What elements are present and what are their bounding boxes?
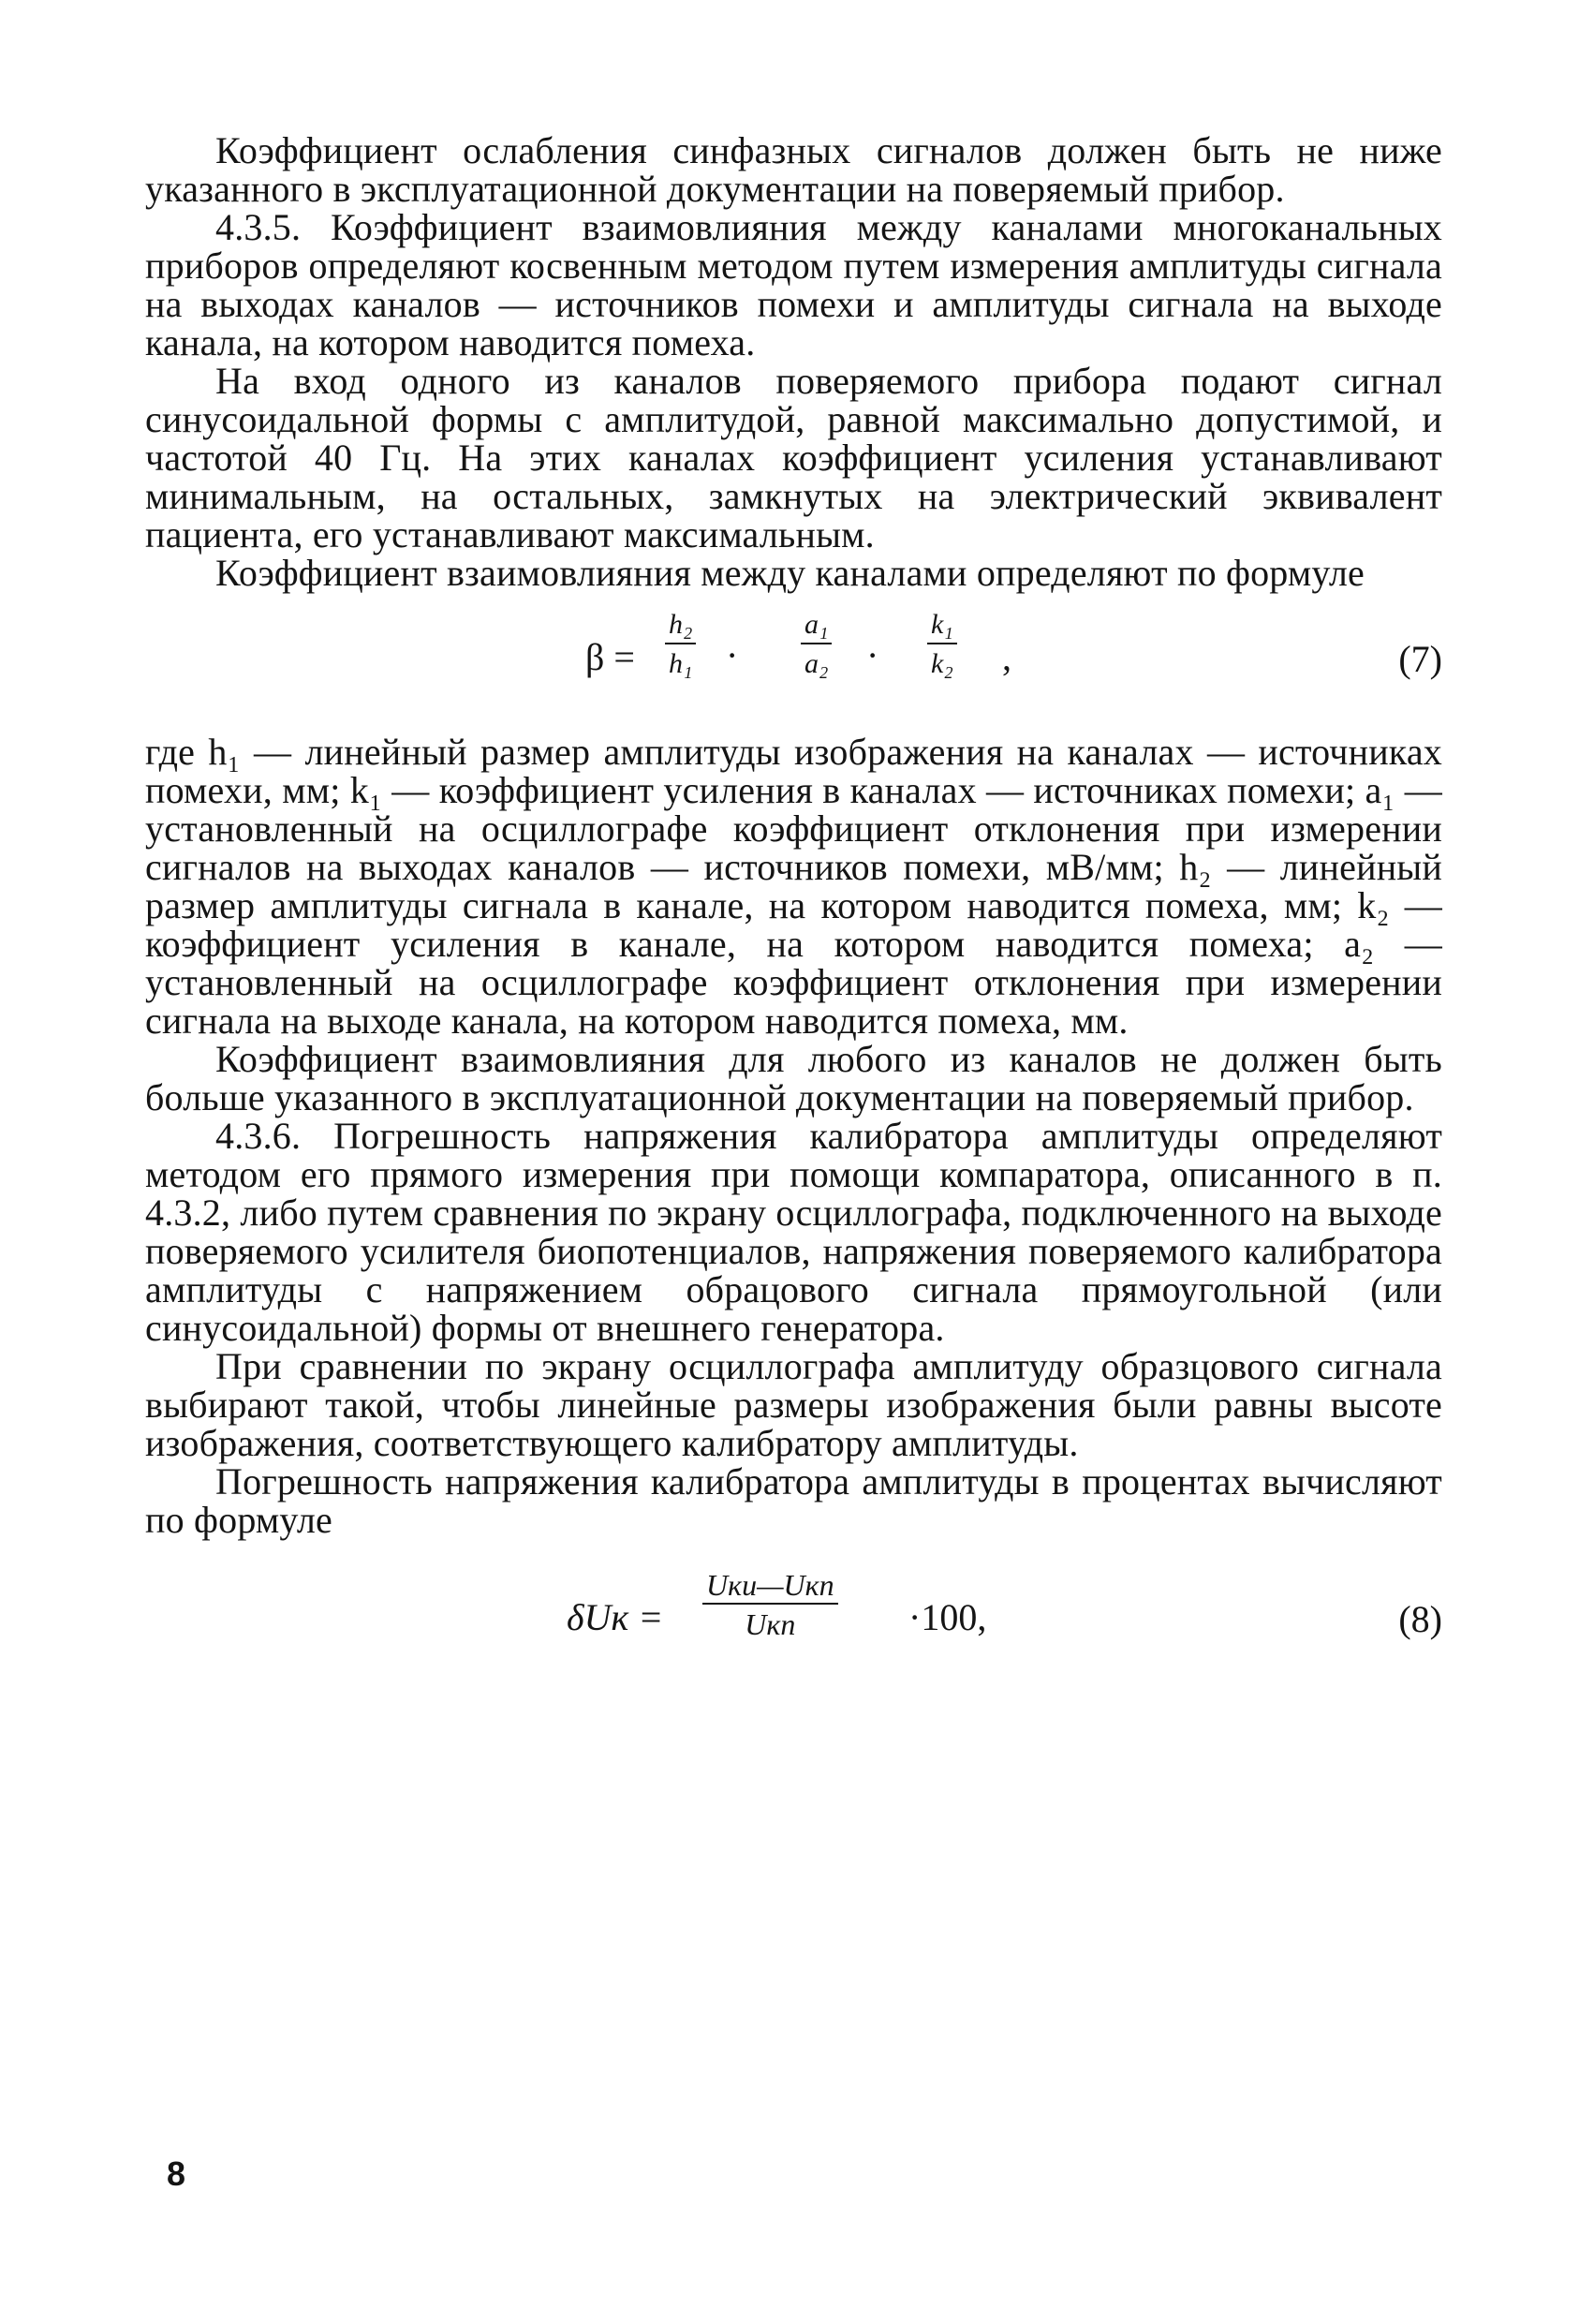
- formula7-k1: k₁: [931, 609, 953, 640]
- formula7-fraction-k: [927, 611, 957, 678]
- formula8-tail: ·100,: [908, 1596, 987, 1638]
- formula7-number: (7): [1398, 638, 1442, 680]
- formula-7: [145, 592, 1442, 733]
- formula7-dot-2: ·: [866, 634, 879, 676]
- formula7-h2: h₂: [669, 609, 693, 640]
- paragraph-4-3-6: 4.3.6. Погрешность напряжения калибратора амплитуды определяют методом его прямого измерения при помощи компаратора, описанного в п. 4.3.2, либо путем сравнения по экрану осциллографа, подключенного на выходе поверяемого усилителя биопотенциалов, напряжения поверяемого калибратора амплитуды с напряжением обрацового сигнала прямоугольной (или синусоидальной) формы от внешнего генератора.: [145, 1115, 1442, 1349]
- formula8-denominator: Uкп: [702, 1603, 838, 1638]
- paragraph-crosstalk-requirement: Коэффициент взаимовлияния для любого из каналов не должен быть больше указанного в эксплуатационной документации на поверяемый прибор.: [145, 1038, 1442, 1118]
- paragraph-4-3-5: 4.3.5. Коэффициент взаимовлияния между каналами многоканальных приборов определяют косвенным методом путем измерения амплитуды сигнала на выходах каналов — источников помехи и амплитуды сигнала на выходе канала, на котором наводится помеха.: [145, 206, 1442, 363]
- paragraph-comparison-method: При сравнении по экрану осциллографа амплитуду образцового сигнала выбирают такой, чтобы линейные размеры изображения были равны высоте изображения, соответствующего калибратору амплитуды.: [145, 1345, 1442, 1464]
- formula7-lhs: β =: [585, 636, 635, 678]
- formula7-k2: k₂: [927, 643, 957, 678]
- formula7-a2: a₂: [801, 643, 832, 678]
- paragraph-formula8-intro: Погрешность напряжения калибратора амплитуды в процентах вычисляют по формуле: [145, 1460, 1442, 1541]
- formula-8: [145, 1545, 1442, 1685]
- formula7-fraction-h: [665, 611, 696, 678]
- formula8-fraction: [702, 1568, 838, 1641]
- paragraph-signal-input: На вход одного из каналов поверяемого прибора подают сигнал синусоидальной формы с амплитудой, равной максимально допустимой, и частотой 40 Гц. На этих каналах коэффициент усиления устанавливают минимальным, на остальных, замкнутых на электрический эквивалент пациента, его устанавливают максимальным.: [145, 360, 1442, 555]
- formula7-a1: a₁: [804, 609, 829, 640]
- paragraph-variables-legend: где h₁ — линейный размер амплитуды изображения на каналах — источниках помехи, мм; k₁ — коэффициент усиления в каналах — источниках помехи; a₁ — установленный на осциллографе коэффициент отклонения при измерении сигналов на выходах каналов — источников помехи, мВ/мм; h₂ — линейный размер амплитуды сигнала в канале, на котором наводится помеха, мм; k₂ — коэффициент усиления в канале, на котором наводится помеха; a₂ — установленный на осциллографе коэффициент отклонения при измерении сигнала на выходе канала, на котором наводится помеха, мм.: [145, 731, 1442, 1042]
- formula8-number: (8): [1398, 1598, 1442, 1640]
- formula7-comma: ,: [1002, 636, 1011, 678]
- page-number: 8: [167, 2154, 186, 2193]
- formula7-fraction-a: [801, 611, 832, 678]
- formula7-h1: h₁: [665, 643, 696, 678]
- formula8-lhs: δUк =: [567, 1596, 664, 1638]
- formula8-numerator: Uки—Uкп: [706, 1568, 834, 1602]
- document-page: [145, 131, 1442, 1685]
- paragraph-cmrr-requirement: Коэффициент ослабления синфазных сигналов должен быть не ниже указанного в эксплуатационной документации на поверяемый прибор.: [145, 129, 1442, 210]
- paragraph-formula7-intro: Коэффициент взаимовлияния между каналами определяют по формуле: [215, 552, 1365, 594]
- formula7-dot-1: ·: [726, 634, 739, 676]
